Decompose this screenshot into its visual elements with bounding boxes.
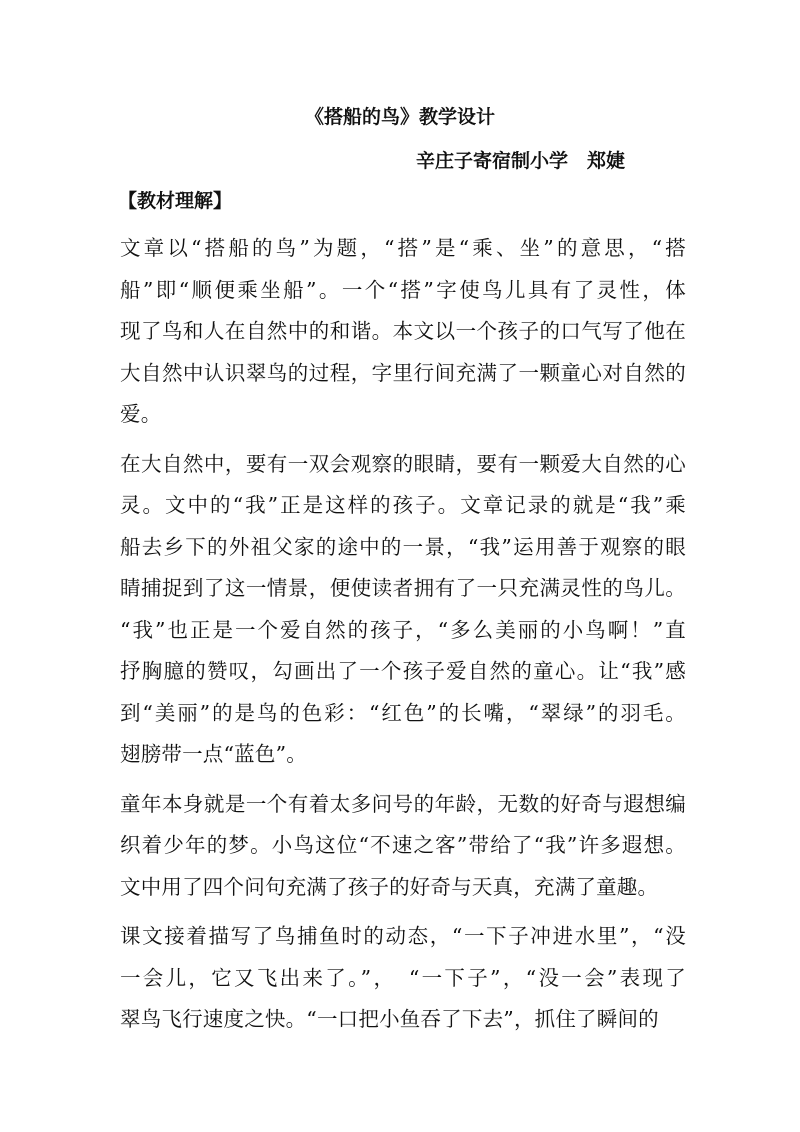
- text-line: 抒胸臆的赞叹，勾画出了一个孩子爱自然的童心。让“我”感: [120, 659, 686, 683]
- paragraph: [120, 784, 686, 909]
- text-line: 现了鸟和人在自然中的和谐。本文以一个孩子的口气写了他在: [120, 319, 686, 343]
- text-line: 船”即“顺便乘坐船”。一个“搭”字使鸟儿具有了灵性，体: [120, 277, 686, 302]
- text-line: 织着少年的梦。小鸟这位“不速之客”带给了“我”许多遐想。: [120, 833, 686, 857]
- section-heading: 【教材理解】: [118, 190, 233, 212]
- text-line: 翅膀带一点“蓝色”。: [120, 742, 307, 766]
- text-line: 翠鸟飞行速度之快。“一口把小鱼吞了下去”，抓住了瞬间的: [120, 1007, 659, 1031]
- text-line: 船去乡下的外祖父家的途中的一景，“我”运用善于观察的眼: [120, 534, 686, 559]
- document-title: 《搭船的鸟》教学设计: [304, 106, 495, 128]
- text-line: 灵。文中的“我”正是这样的孩子。文章记录的就是“我”乘: [120, 493, 686, 517]
- author-line: 辛庄子寄宿制小学 郑婕: [416, 150, 626, 172]
- text-line: 睛捕捉到了这一情景，便使读者拥有了一只充满灵性的鸟儿。: [120, 576, 686, 600]
- text-line: 文中用了四个问句充满了孩子的好奇与天真，充满了童趣。: [120, 874, 659, 899]
- text-line: 到“美丽”的是鸟的色彩：“红色”的长嘴，“翠绿”的羽毛。: [120, 700, 686, 725]
- paragraph: [120, 228, 686, 436]
- text-line: 在大自然中，要有一双会观察的眼睛，要有一颗爱大自然的心: [120, 451, 686, 476]
- paragraph: [120, 444, 686, 776]
- text-line: 爱。: [120, 402, 162, 426]
- text-line: 童年本身就是一个有着太多问号的年龄，无数的好奇与遐想编: [120, 791, 686, 816]
- text-line: 文章以“搭船的鸟”为题，“搭”是“乘、坐”的意思，“搭: [120, 236, 686, 260]
- body-text: [120, 228, 686, 1049]
- paragraph: [120, 916, 686, 1041]
- text-line: 大自然中认识翠鸟的过程，字里行间充满了一颗童心对自然的: [120, 360, 686, 385]
- text-line: 一会儿，它又飞出来了。”， “一下子”，“没一会”表现了: [120, 965, 686, 990]
- text-line: 课文接着描写了鸟捕鱼时的动态，“一下子冲进水里”，“没: [120, 924, 686, 948]
- text-line: “我”也正是一个爱自然的孩子，“多么美丽的小鸟啊！”直: [120, 617, 686, 642]
